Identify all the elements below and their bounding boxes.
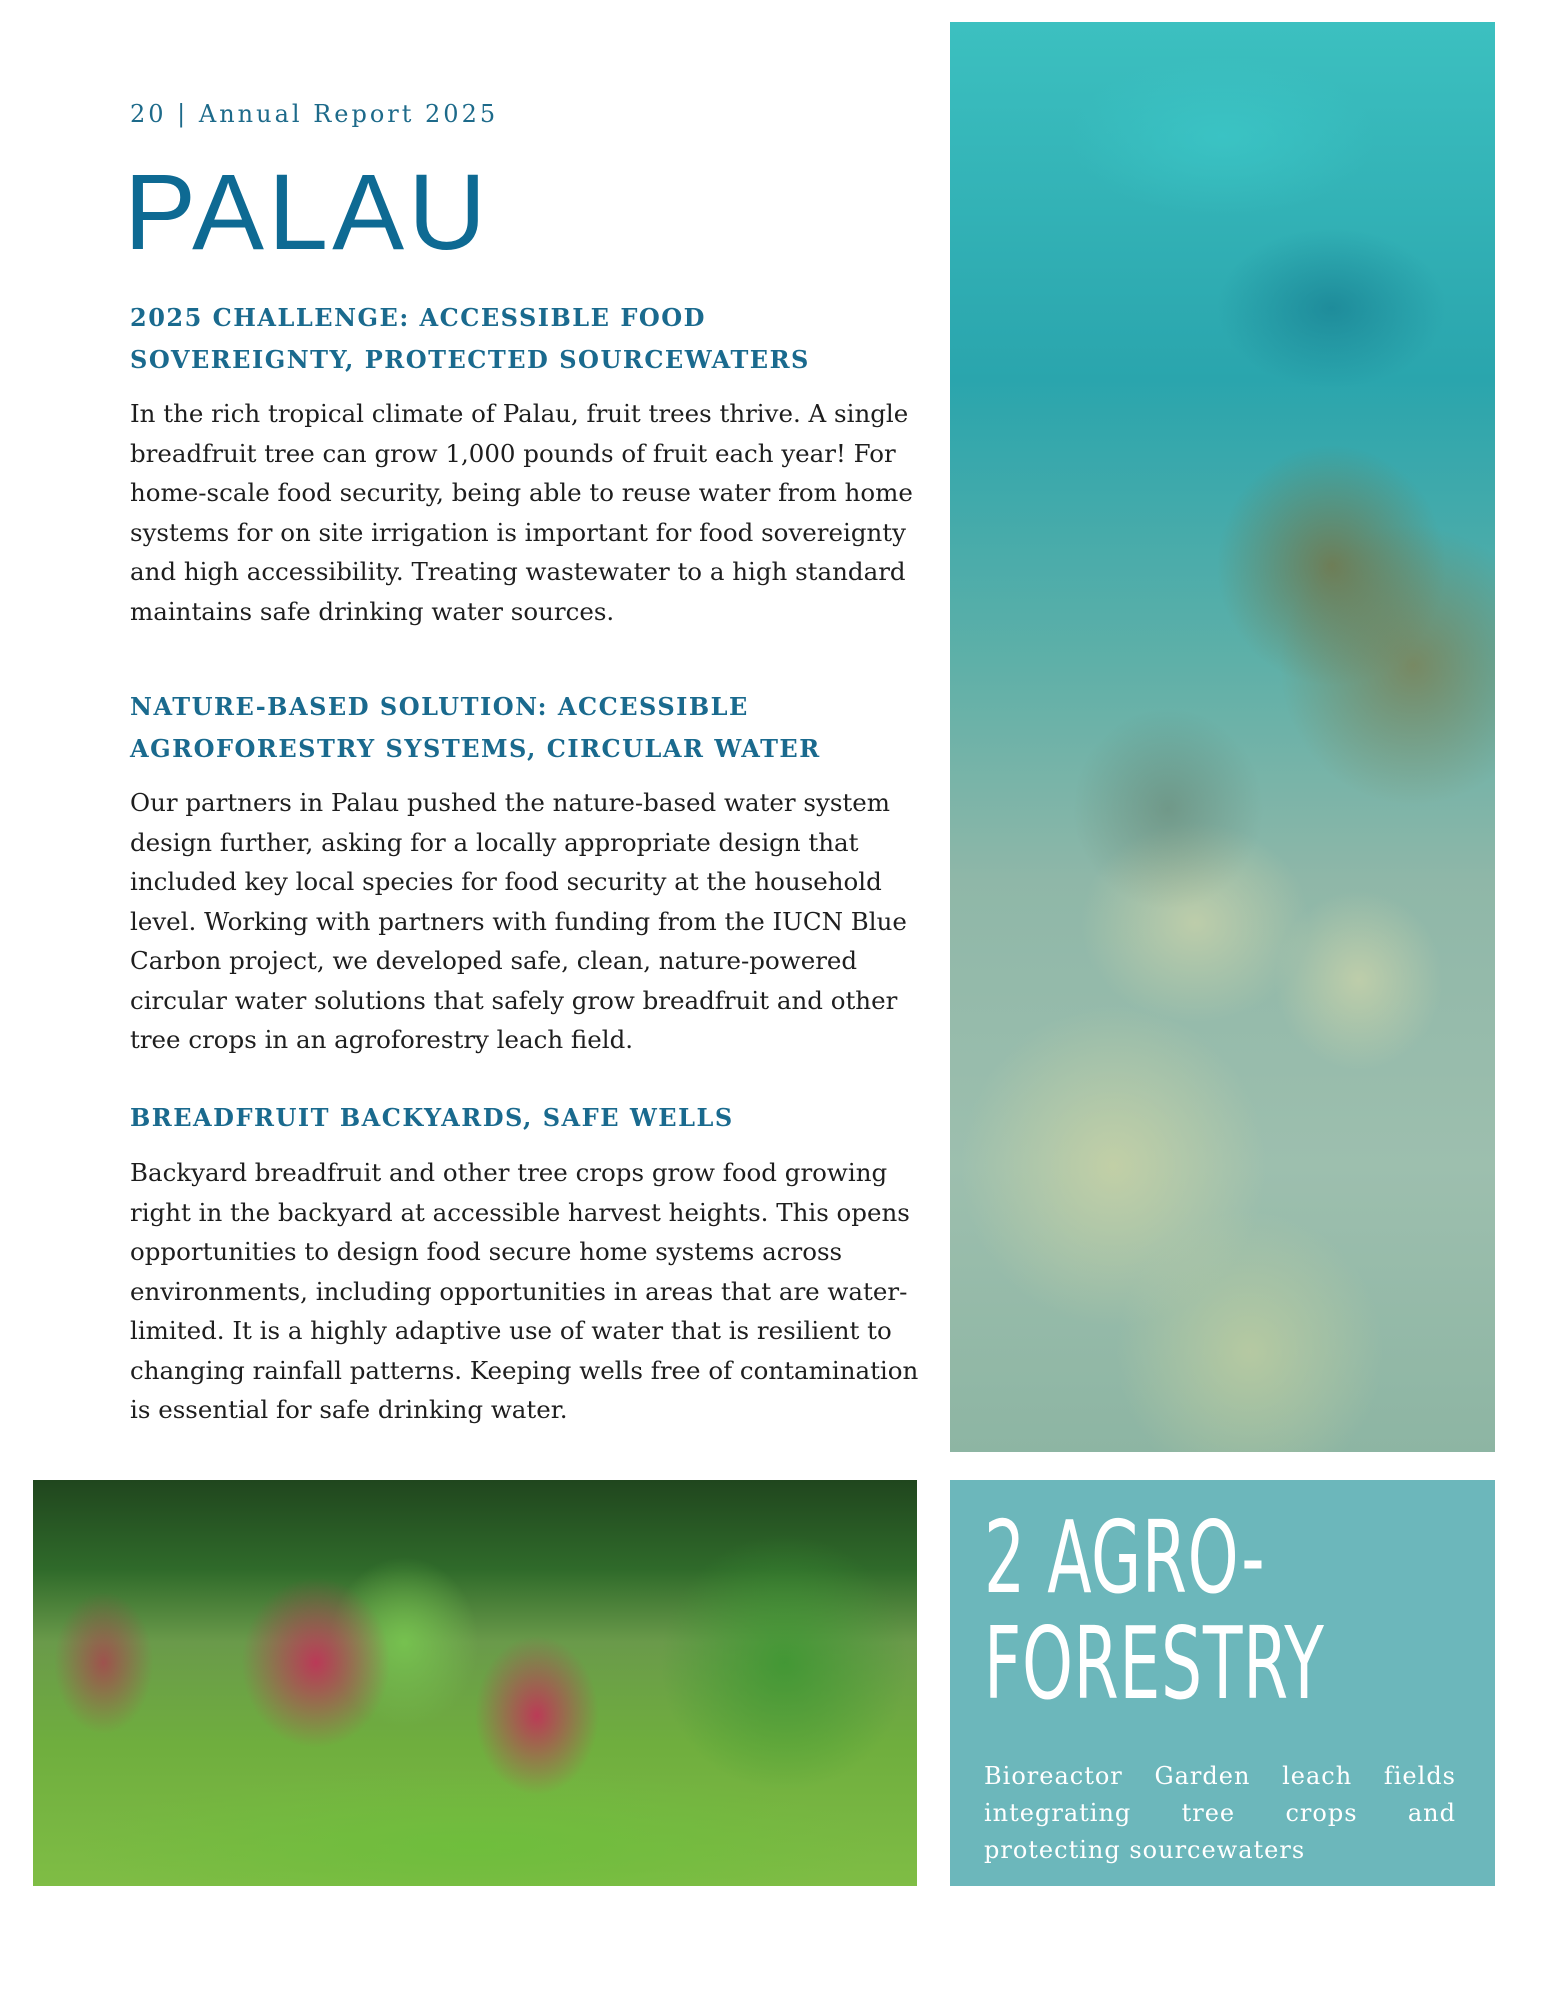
feature-card [950,1480,1495,1886]
feature-title-line1: 2 AGRO- [984,1499,1266,1616]
section-heading-challenge: 2025 CHALLENGE: ACCESSIBLE FOOD SOVEREIGNTY, PROTECTED SOURCEWATERS [130,303,810,374]
garden-photo [33,1480,917,1886]
section-heading-backyards: BREADFRUIT BACKYARDS, SAFE WELLS [130,1103,734,1132]
section-heading-solution: NATURE-BASED SOLUTION: ACCESSIBLE AGROFORESTRY SYSTEMS, CIRCULAR WATER [130,692,821,763]
section-body-solution: Our partners in Palau pushed the nature-based water system design further, asking for a locally appropriate design that included key local species for food security at the household level. Working with partners with funding from the IUCN Blue Carbon project, we developed safe, clean, nature-powered circular water solutions that safely grow breadfruit and other tree crops in an agroforestry leach field. [130,788,907,1054]
page-label: 20 | Annual Report 2025 [130,100,499,128]
feature-title [984,1499,1344,1722]
water-coral-photo [950,22,1495,1452]
section-body-challenge: In the rich tropical climate of Palau, fruit trees thrive. A single breadfruit tree can grow 1,000 pounds of fruit each year! For home-scale food security, being able to reuse water from home systems for on site irrigation is important for food sovereignty and high accessibility. Treating wastewater to a high standard maintains safe drinking water sources. [130,399,913,626]
feature-caption: Bioreactor Garden leach fields integrating tree crops and protecting sourcewaters [984,1762,1456,1864]
page-title: PALAU [124,151,491,272]
feature-title-line2: FORESTRY [984,1605,1325,1722]
section-body-backyards: Backyard breadfruit and other tree crops grow food growing right in the backyard at accessible harvest heights. This opens opportunities to design food secure home systems across environments, including opportunities in areas that are water-limited. It is a highly adaptive use of water that is resilient to changing rainfall patterns. Keeping wells free of contamination is essential for safe drinking water. [130,1158,919,1424]
